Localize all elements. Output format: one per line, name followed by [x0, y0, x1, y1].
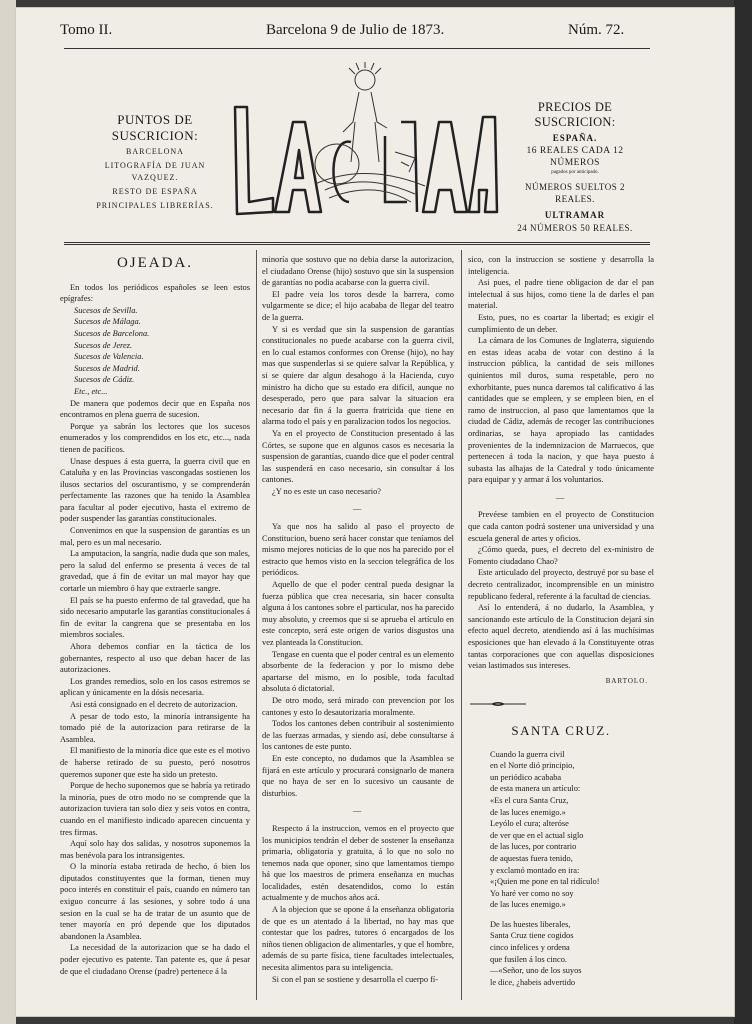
price-line: NÚMEROS SUELTOS 2 REALES.	[524, 182, 626, 204]
list-item: Sucesos de Cádiz.	[74, 375, 135, 385]
paragraph: Tengase en cuenta que el poder central es un elemento absorbente de la federacion y por lo mismo debe apartarse del mismo, en lo posible, toda facultad absoluta ó dictatorial.	[262, 649, 454, 694]
poem-line: de aquestas fuera tenido,	[490, 853, 573, 863]
logo-title: LA CAMPANA	[337, 214, 387, 222]
poem-line: —«Señor, uno de los suyos	[490, 966, 582, 976]
la-campana-masthead-logo	[225, 62, 500, 222]
poem-line	[490, 911, 654, 919]
column-rule	[256, 250, 257, 1000]
list-item: Sucesos de Valencia.	[74, 352, 144, 362]
list-item: Sucesos de Barcelona.	[74, 328, 150, 338]
price-line: 24 NÚMEROS 50 REALES.	[517, 223, 633, 233]
issue-number: Núm. 72.	[568, 22, 625, 38]
poem-line: un periódico acababa	[490, 772, 562, 782]
paragraph: A pesar de todo esto, la minoría intransigente ha tomado pié de la autorizacion para retirarse de la Asamblea.	[60, 711, 250, 744]
paragraph: Así lo entenderá, á no dudarlo, la Asamblea, y sancionando este artículo de la Constitucion dejará sin efecto aquel decreto, atendiendo así á las muchísimas esposiciones que han elevado á la Constituyente otras tantas corporaciones que con aquellas disposiciones veian lastimados sus intereses.	[468, 603, 654, 671]
prices-region-overseas: ULTRAMAR	[544, 210, 606, 220]
paragraph: El manifiesto de la minoría dice que este es el motivo de haberse retirado de su puesto, peró nosotros queremos suponer que este ha sido un pretesto.	[60, 746, 250, 779]
section-separator: —	[352, 504, 364, 514]
prices-heading: PRECIOS DE SUSCRICION:	[534, 100, 616, 129]
paragraph: Este articulado del proyecto, destruyé por su base el decreto centralizador, incomprensible en un ministro republicano federal, referente á la facultad de ciencias.	[468, 568, 654, 601]
subscription-points-heading: PUNTOS DE SUSCRICION:	[111, 112, 199, 143]
paragraph: De otro modo, será mirado con prevencion por los cantones y esto lo desautorizaria moralmente.	[262, 695, 454, 717]
poem-line: de las luces, por contrario	[490, 842, 577, 852]
paragraph: A la objecion que se opone á la enseñanza obligatoria de que es un atentado á la libertad, no hay mas que contestar que los padres, tutores ó encargados de los niños tienen obligacion de alimentarles, y que el hombre, además de su parte física, tiene facultades intelectuales, necesita alimentos para su inteligencia.	[262, 905, 454, 973]
column-3	[468, 254, 654, 988]
poem-line: de ver que en el actual siglo	[490, 830, 584, 840]
paragraph: Y si es verdad que sin la suspension de garantías constitucionales no puede acabarse con la guerra civil, en lo cual estamos conformes con Orense (hijo), no hay mas que suspenderlas si se quiere salvar la República, y si se quiere dar algun desahogo á la Hacienda, cuyo ministro ha dicho que su estado era difícil, aunque no desesperado, pero que para salvar la situacion era necesario dar fin á la guerra fratricida que tiene en alarma todo el país y en paralizacion todos los negocios.	[262, 324, 454, 427]
price-line: 16 REALES CADA 12 NÚMEROS	[526, 146, 624, 168]
poem	[490, 749, 654, 989]
subscription-point-line: LITOGRAFÍA DE JUAN VAZQUEZ.	[104, 161, 206, 182]
poem-line: de esta manera un artículo:	[490, 784, 581, 794]
poem-line: le dice, ¿habeis advertido	[490, 977, 576, 987]
paragraph: En todos los periódicos españoles se leen estos epígrafes:	[60, 282, 250, 304]
paragraph: El padre veia los toros desde la barrera, como vulgarmente se dice; el hijo acababa de llegar del teatro de la guerra.	[262, 289, 454, 322]
paragraph: ¿Cómo queda, pues, el decreto del ex-ministro de Fomento ciudadano Chao?	[468, 545, 654, 566]
poem-title: SANTA CRUZ.	[511, 722, 611, 738]
prices-region-spain: ESPAÑA.	[552, 133, 598, 143]
paragraph: Aquello de que el poder central pueda designar la fuerza pública que crea necesaria, sin hacer consulta alguna á los cantones sobre el particular, nos ha parecido muy absoluto, y creemos que si se aprueba el artículo en este concepto, será este origen de varios disgustos una vez planteada la Constitucion.	[262, 580, 454, 647]
poem-line: Cuando la guerra civil	[490, 749, 565, 759]
paragraph: Prevéese tambien en el proyecto de Constitucion que cada canton podrá sostener una universidad y una escuela general de artes y oficios.	[468, 510, 654, 543]
poem-line: De las huestes liberales,	[490, 919, 571, 929]
paragraph: Convenimos en que la suspension de garantías es un mal, pero es un mal necesario.	[60, 526, 250, 547]
subscription-point-line: RESTO DE ESPAÑA	[112, 187, 198, 196]
section-separator: —	[352, 806, 364, 816]
article-title-ojeada: OJEADA.	[116, 255, 194, 271]
issue-date: Barcelona 9 de Julio de 1873.	[266, 22, 445, 38]
price-note: pagados por anticipado.	[551, 170, 599, 175]
paragraph: De manera que podemos decir que en España nos encontramos en plena guerra de sucesion.	[60, 398, 250, 420]
volume-label: Tomo II.	[60, 22, 113, 38]
paragraph: Asi está consignado en el decreto de autorizacion.	[70, 699, 238, 709]
poem-line: «¡Quien me pone en tal ridículo!	[490, 877, 600, 887]
poem-line: de las luces enemigo.»	[490, 900, 566, 910]
paragraph: La amputacion, la sangría, nadie duda que son males, pero la salud del enfermo se presenta á veces de tal gravedad, que á fin de evitar un mal mayor hay que cortarle un miembro ó hay que extraerle sangre.	[60, 549, 250, 594]
paragraph: Porque ya sabrán los lectores que los sucesos enumerados y los comprendidos en los etc, etc..., nada tienen de pacíficos.	[60, 421, 250, 454]
paragraph: O la minoría estaba retirada de hecho, ó bien los diputados constituyentes que la forman, tienen muy poco interés en constituir el país, cuando en número tan exiguo concurre á las sesiones, y sobre todo á una sesion en la cual se ha de tratar de un asunto que de tener mayoría en pró depende que los diputados abandonen la Asamblea.	[60, 862, 250, 941]
list-item: Sucesos de Sevilla.	[74, 305, 138, 315]
subscription-points	[80, 112, 230, 212]
paragraph: Ahora debemos confiar en la táctica de los gobernantes, respecto al uso que deban hacer de las autorizaciones.	[60, 642, 250, 675]
paragraph: Porque de hecho suponemos que se habría ya retirado la minoría, pues de otro modo no se comprende que la autorizacion tuviera tan solo diez y seis votos en contra, cuando en el manifiesto indicado aparecen cincuenta y tres firmas.	[60, 781, 251, 837]
paragraph: El país se ha puesto enfermo de tal gravedad, que ha sido necesario amputarle las garantías constitucionales á fin de evitar la cangrena que se presentaba en los miembros sociales.	[60, 595, 250, 640]
paragraph: Si con el pan se sostiene y desarrolla el cuerpo fí-	[272, 974, 439, 984]
paragraph: La cámara de los Comunes de Inglaterra, siguiendo en estas ideas acaba de votar con destino á la instruccion pública, la cantidad de seis millones quinientos mil duros, suma respetable, pero no exhorbitante, pues nunca daremos tal calificativo á las cantidades que se empleen, y se empleen bien, en el ramo de instruccion, al paso que lamentamos que la ciudad de Cádiz, además de recoger las contribuciones ordinarias, se haya apropiado las cantidades provenientes de la indemnizacion de Marruecos, que pertenecen á toda la nacion, y que haya puesto á subasta las alhajas de la Catedral y todo únicamente para equipar y y armar á los voluntarios.	[468, 336, 654, 485]
issue-header	[48, 22, 648, 42]
paragraph: Aquí solo hay dos salidas, y nosotros suponemos la mas benévola para los intransigentes.	[60, 839, 250, 860]
masthead-rule	[64, 242, 650, 245]
subscription-point-line: BARCELONA	[126, 147, 184, 156]
paragraph: Los grandes remedios, solo en los casos estremos se aplican y únicamente en la dósis necesaria.	[60, 676, 250, 698]
list-item: Etc., etc...	[74, 386, 108, 396]
list-item: Sucesos de Jerez.	[74, 340, 133, 350]
poem-line: que fusilen á los cinco.	[490, 954, 567, 964]
page-right-edge	[734, 0, 752, 1024]
paragraph: Respecto á la instruccion, vemos en el proyecto que los municipios tendrán el deber de sostener la enseñanza primaria, obligatoria y gratuita, á lo que no solo no tenemos nada que oponer, sino que lamentamos tiempo há que los maestros de primera enseñanza en muchas localidades, estén desatendidos, como lo están actualmente y de muchos años acá.	[262, 823, 454, 903]
paragraph: Ya en el proyecto de Constitucion presentado á las Córtes, se supone que en algunos casos es necesaria la suspension de garantías, cuando dice que el poder central las suspenderá en caso necesario, sin consultar á los cantones.	[262, 428, 454, 485]
poem-line: Yo haré ver como no soy	[490, 888, 574, 898]
section-separator: —	[555, 492, 567, 502]
column-1	[60, 255, 251, 977]
poem-line: de las luces enemigo.»	[490, 807, 566, 817]
paragraph: Ya que nos ha salido al paso el proyecto de Constitucion, bueno será hacer constar que teníamos del mismo mejores noticias de lo que nos ha parecido por el estracto que hemos visto en la seccion telegráfica de los periódicos.	[262, 522, 454, 578]
paragraph: sico, con la instruccion se sostiene y desarrolla la inteligencia.	[468, 255, 654, 276]
poem-line: Leyólo el cura; alteróse	[490, 819, 569, 829]
paragraph: En este concepto, no dudamos que la Asamblea se fijará en este artículo y procurará consignarlo de manera que no haya de ser en lo sucesivo un causante de disturbios.	[262, 753, 454, 798]
list-item: Sucesos de Málaga.	[74, 317, 141, 327]
paragraph: minoría que sostuvo que no debia darse la autorizacion, el ciudadano Orense (hijo) sostuvo que sin la suspension de garantías no podia acabarse con la guerra civil.	[262, 255, 454, 288]
column-2	[262, 254, 454, 985]
header-rule	[64, 48, 650, 49]
subscription-prices	[510, 100, 640, 234]
poem-line: Santa Cruz tiene cogidos	[490, 931, 574, 941]
subscription-point-line: PRINCIPALES LIBRERÍAS.	[96, 201, 214, 210]
poem-line: cinco infelices y ordena	[490, 943, 570, 953]
paragraph: Unase despues á esta guerra, la guerra civil que en Cataluña y en las Provincias vascongadas sostienen los ilusos sectarios del oscurantismo, y se comprenderán perfectamente las razones que ha tenido la Asamblea para facultar al poder ejecutivo, hasta el extremo de poder suspender las garantías constitucionales.	[60, 456, 250, 524]
author-signature: BARTOLO.	[605, 676, 648, 685]
ornament-divider	[468, 701, 528, 707]
page-spine	[0, 0, 16, 1024]
paragraph: Asi pues, el padre tiene obligacion de dar el pan intelectual á sus hijos, como tiene la de darles el pan material.	[468, 278, 654, 311]
poem-line: en el Norte dió principio,	[490, 761, 575, 771]
poem-line: «Es el cura Santa Cruz,	[490, 795, 569, 805]
column-rule	[461, 250, 462, 1000]
paragraph: ¿Y no es este un caso necesario?	[272, 486, 381, 496]
paragraph: Esto, pues, no es coartar la libertad; es exigir el cumplimiento de un deber.	[468, 312, 654, 334]
list-item: Sucesos de Madrid.	[74, 363, 140, 373]
paragraph: La necesidad de la autorizacion que se ha dado el poder ejecutivo es patente. Tan patente es, que á pesar de que el ciudadano Orense (padre) pertenece á la	[60, 943, 250, 976]
paragraph: Todos los cantones deben contribuir al sostenimiento de las fuerzas armadas, y siendo así, debe consultarse á los cantones de este punto.	[262, 719, 454, 752]
poem-line: y exclamó montado en ira:	[490, 865, 580, 875]
